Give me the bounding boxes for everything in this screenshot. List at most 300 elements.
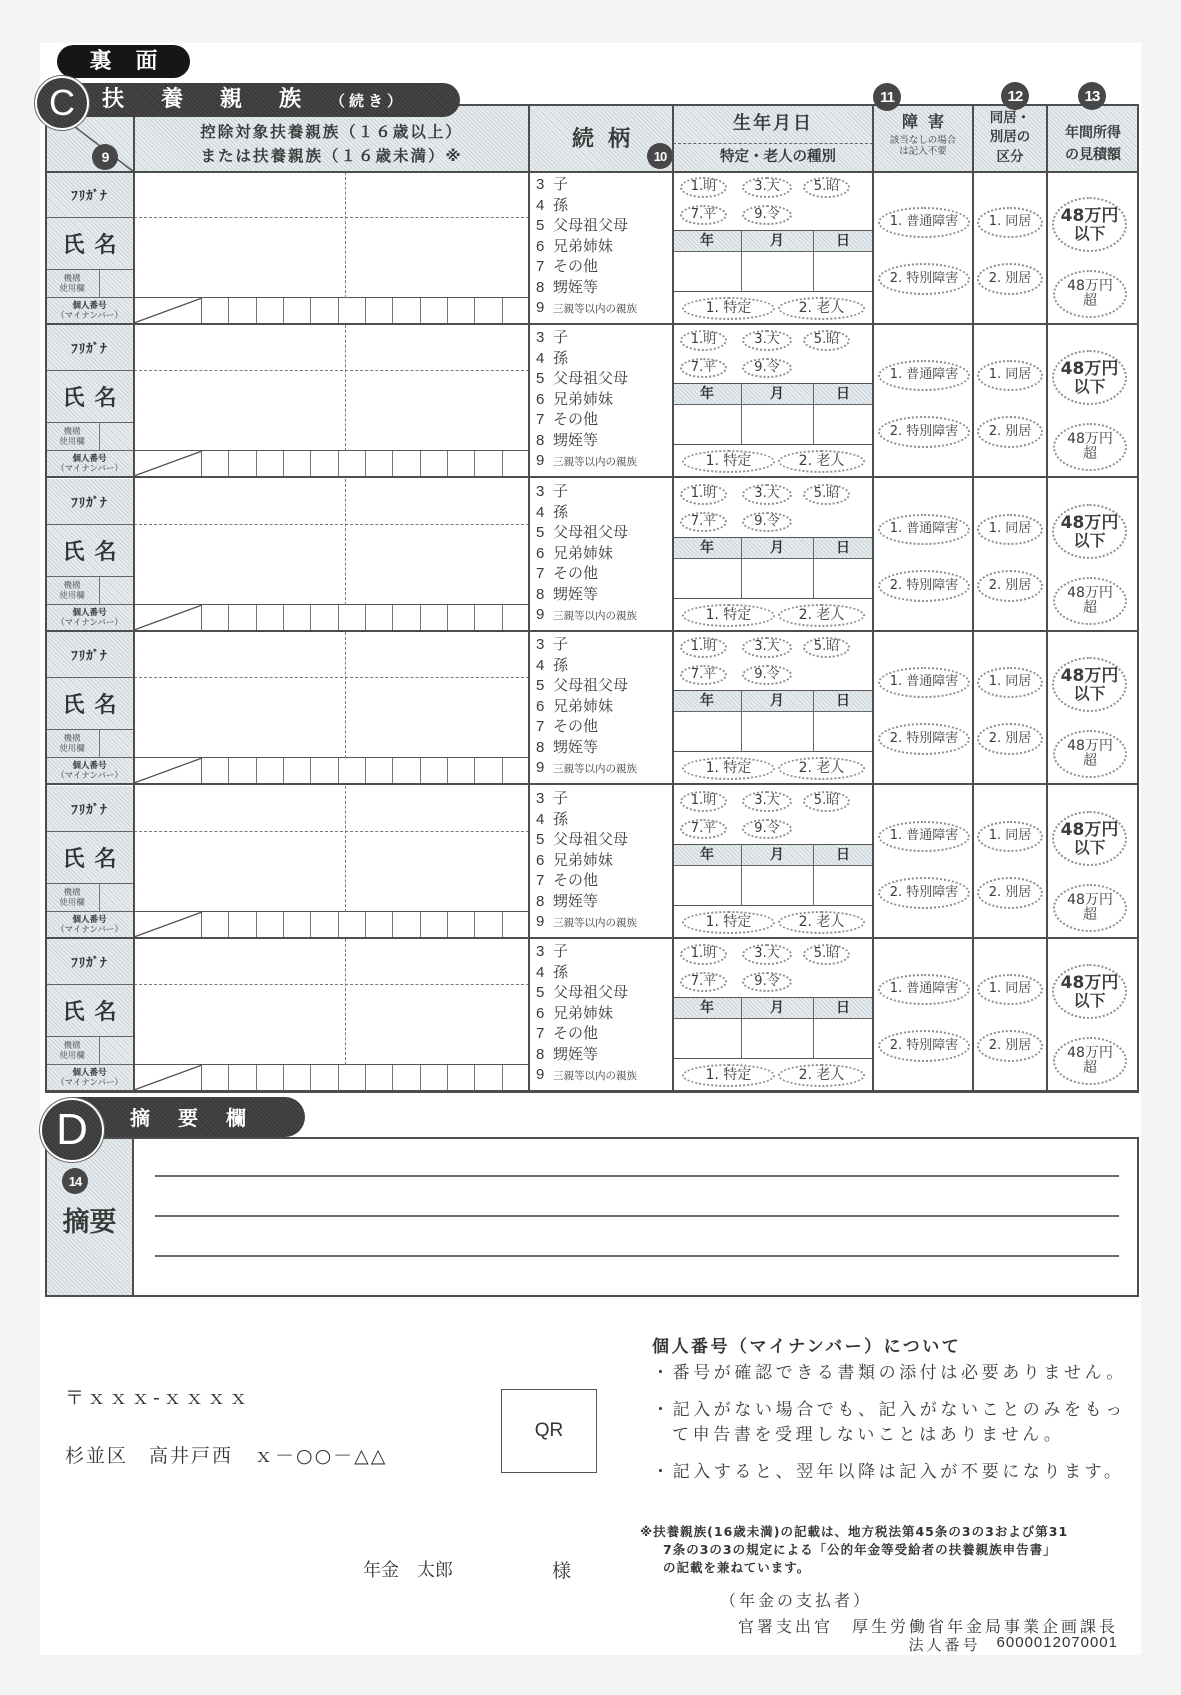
remarks-line-2[interactable] [155, 1197, 1119, 1217]
income-option-amount: 48万円 [1060, 205, 1119, 226]
my-number-digit-box[interactable] [311, 1065, 338, 1090]
birth-year-field[interactable] [673, 559, 741, 599]
option-number: 8 [536, 431, 545, 449]
furigana-label: ﾌﾘｶﾞﾅ [45, 786, 134, 832]
category-option-specific[interactable]: 1. 特定 [682, 297, 775, 320]
income-option-amount: 48万円 [1067, 737, 1113, 754]
disability-option-special[interactable]: 2. 特別障害 [878, 1030, 970, 1062]
remarks-line-1[interactable] [155, 1157, 1119, 1177]
furigana-field[interactable] [134, 479, 529, 525]
era-option-reiwa[interactable]: 9.令 [742, 665, 792, 685]
option-number: 8 [536, 1045, 545, 1063]
disability-option-general[interactable]: 1. 普通障害 [878, 974, 970, 1005]
era-option-taisho[interactable]: 3.大 [742, 637, 792, 658]
relationship-option-parents-grandparents[interactable] [536, 829, 671, 850]
date-divider [813, 230, 814, 292]
my-number-digit-box[interactable] [366, 912, 393, 937]
relationship-option-grandchild[interactable] [536, 348, 671, 369]
item-number-11-badge: 11 [873, 83, 901, 111]
my-number-digit-box[interactable] [202, 298, 229, 323]
residence-header-line2: 別居の [989, 129, 1031, 145]
my-number-digit-box[interactable] [257, 451, 284, 476]
disability-header-note-line2: は記入不要 [899, 146, 947, 157]
relationship-option-nephew-niece[interactable] [536, 1044, 671, 1065]
my-number-digit-box[interactable] [421, 758, 448, 783]
relationship-option-nephew-niece[interactable] [536, 430, 671, 451]
era-option-reiwa[interactable]: 9.令 [742, 972, 792, 992]
option-number: 9 [536, 758, 545, 776]
my-number-digit-box[interactable] [284, 451, 311, 476]
surname-given-name-divider [345, 632, 346, 758]
relationship-option-parents-grandparents[interactable] [536, 675, 671, 696]
residence-option-cohabiting[interactable]: 1. 同居 [977, 974, 1043, 1005]
my-number-void-cell [134, 1065, 202, 1090]
my-number-digit-box[interactable] [421, 451, 448, 476]
category-option-elderly[interactable]: 2. 老人 [778, 757, 865, 780]
income-option-over-480k[interactable] [1053, 730, 1127, 778]
my-number-field [202, 1065, 529, 1090]
my-number-digit-box[interactable] [393, 912, 420, 937]
birth-year-field[interactable] [673, 252, 741, 292]
my-number-digit-box[interactable] [503, 298, 529, 323]
dependent-row [45, 786, 1139, 939]
era-option-heisei[interactable]: 7.平 [680, 205, 727, 225]
my-number-digit-box[interactable] [202, 1065, 229, 1090]
relationship-option-other[interactable] [536, 256, 671, 277]
my-number-digit-box[interactable] [475, 1065, 502, 1090]
income-option-480k-or-less[interactable] [1052, 504, 1127, 559]
relationship-option-siblings[interactable] [536, 850, 671, 871]
remarks-line-3[interactable] [155, 1237, 1119, 1257]
income-option-amount: 48万円 [1060, 665, 1119, 686]
my-number-digit-box[interactable] [339, 451, 366, 476]
birth-month-field[interactable] [741, 405, 813, 445]
office-use-label-line1: 機構 [63, 580, 81, 591]
residence-option-separate[interactable]: 2. 別居 [977, 723, 1043, 755]
name-label: 氏名 [45, 832, 134, 884]
residence-header-line1: 同居・ [989, 110, 1031, 126]
relationship-option-third-degree[interactable] [536, 451, 671, 472]
option-label: 父母祖父母 [553, 369, 629, 388]
my-number-digit-box[interactable] [448, 605, 475, 630]
era-option-heisei[interactable]: 7.平 [680, 972, 727, 992]
furigana-field[interactable] [134, 172, 529, 218]
my-number-digit-box[interactable] [229, 298, 256, 323]
my-number-digit-box[interactable] [284, 758, 311, 783]
relationship-option-grandchild[interactable] [536, 655, 671, 676]
dependents-rows [45, 172, 1139, 1092]
relationship-option-child[interactable] [536, 327, 671, 348]
option-number: 4 [536, 196, 545, 214]
birth-month-field[interactable] [741, 559, 813, 599]
my-number-digit-box[interactable] [284, 912, 311, 937]
my-number-digit-box[interactable] [503, 912, 529, 937]
income-option-480k-or-less[interactable] [1052, 657, 1127, 712]
relationship-option-third-degree[interactable] [536, 912, 671, 933]
relationship-option-siblings[interactable] [536, 696, 671, 717]
era-option-heisei[interactable]: 7.平 [680, 665, 727, 685]
era-option-taisho[interactable]: 3.大 [742, 484, 792, 505]
surname-given-name-divider [345, 939, 346, 1065]
option-number: 3 [536, 943, 545, 960]
relationship-option-grandchild[interactable] [536, 502, 671, 523]
relationship-option-child[interactable] [536, 634, 671, 655]
era-option-meiji[interactable]: 1.明 [680, 177, 727, 198]
relationship-option-child[interactable] [536, 174, 671, 195]
my-number-digit-box[interactable] [366, 451, 393, 476]
my-number-digit-box[interactable] [229, 1065, 256, 1090]
relationship-option-other[interactable] [536, 409, 671, 430]
relationship-option-nephew-niece[interactable] [536, 584, 671, 605]
furigana-field[interactable] [134, 632, 529, 678]
my-number-digit-box[interactable] [475, 605, 502, 630]
furigana-field[interactable] [134, 325, 529, 371]
option-number: 3 [536, 483, 545, 500]
relationship-option-grandchild[interactable] [536, 962, 671, 983]
era-option-meiji[interactable]: 1.明 [680, 330, 727, 351]
relationship-option-third-degree[interactable] [536, 298, 671, 319]
income-option-over-480k[interactable] [1053, 423, 1127, 471]
residence-option-cohabiting[interactable]: 1. 同居 [977, 667, 1043, 698]
my-number-void-cell [134, 758, 202, 783]
residence-option-separate[interactable]: 2. 別居 [977, 263, 1043, 295]
relationship-option-child[interactable] [536, 481, 671, 502]
income-option-480k-or-less[interactable] [1052, 964, 1127, 1019]
category-option-specific[interactable]: 1. 特定 [682, 450, 775, 473]
item-number-14-badge: 14 [62, 1168, 88, 1194]
option-label: 孫 [553, 655, 569, 674]
era-option-heisei[interactable]: 7.平 [680, 358, 727, 378]
birth-year-field[interactable] [673, 1019, 741, 1059]
my-number-digit-box[interactable] [393, 605, 420, 630]
relationship-option-nephew-niece[interactable] [536, 737, 671, 758]
income-option-amount: 48万円 [1067, 1044, 1113, 1061]
name-field[interactable] [134, 678, 529, 758]
birth-year-field[interactable] [673, 866, 741, 906]
disability-option-special[interactable]: 2. 特別障害 [878, 877, 970, 909]
option-number: 5 [536, 524, 545, 542]
my-number-digit-box[interactable] [448, 1065, 475, 1090]
dependent-row [45, 632, 1139, 785]
relationship-option-siblings[interactable] [536, 1003, 671, 1024]
my-number-digit-box[interactable] [448, 912, 475, 937]
income-option-480k-or-less[interactable] [1052, 197, 1127, 252]
my-number-digit-box[interactable] [366, 298, 393, 323]
my-number-label-line2: （マイナンバー） [56, 617, 123, 628]
disability-option-special[interactable]: 2. 特別障害 [878, 416, 970, 448]
income-option-amount: 48万円 [1067, 891, 1113, 908]
category-option-elderly[interactable]: 2. 老人 [778, 450, 865, 473]
category-option-specific[interactable]: 1. 特定 [682, 604, 775, 627]
category-option-elderly[interactable]: 2. 老人 [778, 1064, 865, 1087]
my-number-digit-box[interactable] [257, 298, 284, 323]
relationship-option-grandchild[interactable] [536, 809, 671, 830]
era-option-showa[interactable]: 5.昭 [803, 637, 850, 658]
birth-day-field[interactable] [813, 712, 873, 752]
my-number-digit-box[interactable] [448, 451, 475, 476]
name-field[interactable] [134, 218, 529, 298]
my-number-digit-box[interactable] [311, 298, 338, 323]
my-number-digit-box[interactable] [503, 758, 529, 783]
my-number-digit-box[interactable] [475, 451, 502, 476]
residence-option-separate[interactable]: 2. 別居 [977, 416, 1043, 448]
office-use-label [45, 1037, 100, 1065]
category-option-elderly[interactable]: 2. 老人 [778, 911, 865, 934]
relationship-option-siblings[interactable] [536, 543, 671, 564]
my-number-digit-box[interactable] [339, 912, 366, 937]
relationship-option-other[interactable] [536, 1023, 671, 1044]
day-header: 日 [836, 1000, 850, 1016]
era-option-heisei[interactable]: 7.平 [680, 819, 727, 839]
era-option-reiwa[interactable]: 9.令 [742, 358, 792, 378]
category-option-elderly[interactable]: 2. 老人 [778, 297, 865, 320]
income-option-480k-or-less[interactable] [1052, 350, 1127, 405]
era-option-meiji[interactable]: 1.明 [680, 637, 727, 658]
option-number: 5 [536, 677, 545, 695]
my-number-label-line1: 個人番号 [72, 453, 107, 464]
relationship-option-other[interactable] [536, 870, 671, 891]
furigana-field[interactable] [134, 786, 529, 832]
era-option-meiji[interactable]: 1.明 [680, 484, 727, 505]
my-number-digit-box[interactable] [421, 912, 448, 937]
my-number-digit-box[interactable] [339, 298, 366, 323]
relationship-option-parents-grandparents[interactable] [536, 522, 671, 543]
birth-month-field[interactable] [741, 1019, 813, 1059]
my-number-digit-box[interactable] [257, 1065, 284, 1090]
category-option-specific[interactable]: 1. 特定 [682, 1064, 775, 1087]
my-number-digit-box[interactable] [475, 298, 502, 323]
section-c-letter-badge: C [37, 78, 87, 128]
relationship-option-parents-grandparents[interactable] [536, 368, 671, 389]
my-number-digit-box[interactable] [503, 451, 529, 476]
my-number-digit-box[interactable] [311, 912, 338, 937]
option-number: 8 [536, 892, 545, 910]
option-label: 子 [553, 942, 569, 960]
disability-option-special[interactable]: 2. 特別障害 [878, 570, 970, 602]
relationship-option-child[interactable] [536, 941, 671, 962]
category-option-specific[interactable]: 1. 特定 [682, 757, 775, 780]
category-option-elderly[interactable]: 2. 老人 [778, 604, 865, 627]
name-field[interactable] [134, 525, 529, 605]
relationship-option-parents-grandparents[interactable] [536, 215, 671, 236]
my-number-digit-box[interactable] [393, 758, 420, 783]
my-number-digit-box[interactable] [257, 912, 284, 937]
qr-code-placeholder: QR [501, 1389, 597, 1473]
residence-option-cohabiting[interactable]: 1. 同居 [977, 514, 1043, 545]
era-option-heisei[interactable]: 7.平 [680, 512, 727, 532]
relationship-option-siblings[interactable] [536, 236, 671, 257]
income-option-over-480k[interactable] [1053, 884, 1127, 932]
income-option-amount: 48万円 [1067, 277, 1113, 294]
my-number-digit-box[interactable] [257, 758, 284, 783]
birth-day-field[interactable] [813, 866, 873, 906]
my-number-digit-box[interactable] [229, 451, 256, 476]
birth-day-field[interactable] [813, 252, 873, 292]
my-number-digit-box[interactable] [366, 758, 393, 783]
income-option-qualifier: 超 [1083, 600, 1097, 616]
residence-option-separate[interactable]: 2. 別居 [977, 570, 1043, 602]
month-header: 月 [770, 1000, 784, 1016]
option-number: 4 [536, 503, 545, 521]
my-number-label-line2: （マイナンバー） [56, 310, 123, 321]
my-number-digit-box[interactable] [366, 1065, 393, 1090]
residence-option-cohabiting[interactable]: 1. 同居 [977, 207, 1043, 238]
name-column-header-line1: 控除対象扶養親族（１６歳以上） [200, 123, 463, 141]
residence-option-separate[interactable]: 2. 別居 [977, 1030, 1043, 1062]
my-number-digit-box[interactable] [421, 1065, 448, 1090]
relationship-option-other[interactable] [536, 563, 671, 584]
day-header: 日 [836, 847, 850, 863]
option-label: 兄弟姉妹 [553, 543, 614, 562]
residence-option-cohabiting[interactable]: 1. 同居 [977, 360, 1043, 391]
my-number-digit-box[interactable] [284, 1065, 311, 1090]
income-option-480k-or-less[interactable] [1052, 811, 1127, 866]
income-option-over-480k[interactable] [1053, 1037, 1127, 1085]
my-number-digit-box[interactable] [393, 298, 420, 323]
category-option-specific[interactable]: 1. 特定 [682, 911, 775, 934]
my-number-digit-box[interactable] [202, 605, 229, 630]
my-number-digit-box[interactable] [339, 1065, 366, 1090]
disability-option-general[interactable]: 1. 普通障害 [878, 514, 970, 545]
my-number-digit-box[interactable] [339, 605, 366, 630]
birthdate-header-divider [673, 143, 873, 144]
relationship-option-child[interactable] [536, 788, 671, 809]
birth-day-field[interactable] [813, 559, 873, 599]
my-number-digit-box[interactable] [202, 912, 229, 937]
era-option-meiji[interactable]: 1.明 [680, 791, 727, 812]
my-number-digit-box[interactable] [475, 758, 502, 783]
name-field[interactable] [134, 985, 529, 1065]
my-number-digit-box[interactable] [393, 1065, 420, 1090]
relationship-option-third-degree[interactable] [536, 1065, 671, 1086]
relationship-option-other[interactable] [536, 716, 671, 737]
era-option-showa[interactable]: 5.昭 [803, 944, 850, 965]
era-option-taisho[interactable]: 3.大 [742, 791, 792, 812]
era-option-reiwa[interactable]: 9.令 [742, 819, 792, 839]
birth-year-field[interactable] [673, 712, 741, 752]
office-use-label-line2: 使用欄 [59, 897, 85, 908]
era-option-taisho[interactable]: 3.大 [742, 177, 792, 198]
era-option-taisho[interactable]: 3.大 [742, 944, 792, 965]
era-option-showa[interactable]: 5.昭 [803, 791, 850, 812]
my-number-digit-box[interactable] [366, 605, 393, 630]
my-number-label [45, 605, 134, 630]
my-number-field [202, 451, 529, 476]
birth-day-field[interactable] [813, 1019, 873, 1059]
back-side-label: 裏面 [57, 45, 190, 78]
birth-month-field[interactable] [741, 712, 813, 752]
furigana-field[interactable] [134, 939, 529, 985]
my-number-digit-box[interactable] [339, 758, 366, 783]
disability-option-special[interactable]: 2. 特別障害 [878, 723, 970, 755]
disability-option-general[interactable]: 1. 普通障害 [878, 207, 970, 238]
era-option-reiwa[interactable]: 9.令 [742, 205, 792, 225]
my-number-digit-box[interactable] [229, 605, 256, 630]
notice-bullet-3: ・記入すると、翌年以降は記入が不要になります。 [652, 1462, 1125, 1482]
residence-option-separate[interactable]: 2. 別居 [977, 877, 1043, 909]
date-divider [813, 690, 814, 752]
option-number: 9 [536, 605, 545, 623]
income-option-over-480k[interactable] [1053, 577, 1127, 625]
option-number: 8 [536, 585, 545, 603]
office-use-label-line1: 機構 [63, 1040, 81, 1051]
my-number-label-line2: （マイナンバー） [56, 770, 123, 781]
income-option-over-480k[interactable] [1053, 270, 1127, 318]
birth-year-field[interactable] [673, 405, 741, 445]
date-divider [813, 844, 814, 906]
option-label: その他 [553, 410, 599, 429]
birth-month-field[interactable] [741, 252, 813, 292]
era-option-showa[interactable]: 5.昭 [803, 177, 850, 198]
era-option-taisho[interactable]: 3.大 [742, 330, 792, 351]
my-number-digit-box[interactable] [202, 451, 229, 476]
era-option-showa[interactable]: 5.昭 [803, 484, 850, 505]
era-option-showa[interactable]: 5.昭 [803, 330, 850, 351]
my-number-digit-box[interactable] [311, 758, 338, 783]
birth-month-field[interactable] [741, 866, 813, 906]
name-field[interactable] [134, 371, 529, 451]
residence-option-cohabiting[interactable]: 1. 同居 [977, 821, 1043, 852]
my-number-field [202, 605, 529, 630]
disability-option-general[interactable]: 1. 普通障害 [878, 667, 970, 698]
relationship-column-header: 続柄 [571, 127, 644, 152]
my-number-digit-box[interactable] [229, 758, 256, 783]
option-number: 6 [536, 237, 545, 255]
name-field[interactable] [134, 832, 529, 912]
my-number-digit-box[interactable] [421, 605, 448, 630]
my-number-digit-box[interactable] [475, 912, 502, 937]
income-option-qualifier: 以下 [1073, 224, 1106, 244]
dependent-row [45, 325, 1139, 478]
disability-option-general[interactable]: 1. 普通障害 [878, 821, 970, 852]
my-number-digit-box[interactable] [257, 605, 284, 630]
relationship-option-third-degree[interactable] [536, 758, 671, 779]
relationship-option-parents-grandparents[interactable] [536, 982, 671, 1003]
month-header: 月 [770, 386, 784, 402]
relationship-option-grandchild[interactable] [536, 195, 671, 216]
relationship-option-siblings[interactable] [536, 389, 671, 410]
my-number-digit-box[interactable] [229, 912, 256, 937]
my-number-digit-box[interactable] [311, 451, 338, 476]
option-label: 三親等以内の親族 [553, 916, 637, 929]
option-label: 孫 [553, 809, 569, 828]
my-number-digit-box[interactable] [284, 605, 311, 630]
relationship-option-nephew-niece[interactable] [536, 277, 671, 298]
my-number-digit-box[interactable] [311, 605, 338, 630]
my-number-digit-box[interactable] [202, 758, 229, 783]
my-number-digit-box[interactable] [393, 451, 420, 476]
my-number-digit-box[interactable] [448, 298, 475, 323]
disability-option-special[interactable]: 2. 特別障害 [878, 263, 970, 295]
my-number-digit-box[interactable] [503, 605, 529, 630]
relationship-option-nephew-niece[interactable] [536, 891, 671, 912]
my-number-digit-box[interactable] [284, 298, 311, 323]
my-number-digit-box[interactable] [421, 298, 448, 323]
birth-day-field[interactable] [813, 405, 873, 445]
option-number: 9 [536, 298, 545, 316]
option-number: 7 [536, 258, 545, 276]
office-use-field [100, 1037, 134, 1065]
furigana-label: ﾌﾘｶﾞﾅ [45, 325, 134, 371]
section-d-title: 摘要欄 [130, 1106, 274, 1130]
disability-option-general[interactable]: 1. 普通障害 [878, 360, 970, 391]
option-label: その他 [553, 257, 599, 276]
era-option-meiji[interactable]: 1.明 [680, 944, 727, 965]
my-number-digit-box[interactable] [448, 758, 475, 783]
era-option-reiwa[interactable]: 9.令 [742, 512, 792, 532]
my-number-digit-box[interactable] [503, 1065, 529, 1090]
relationship-option-third-degree[interactable] [536, 605, 671, 626]
